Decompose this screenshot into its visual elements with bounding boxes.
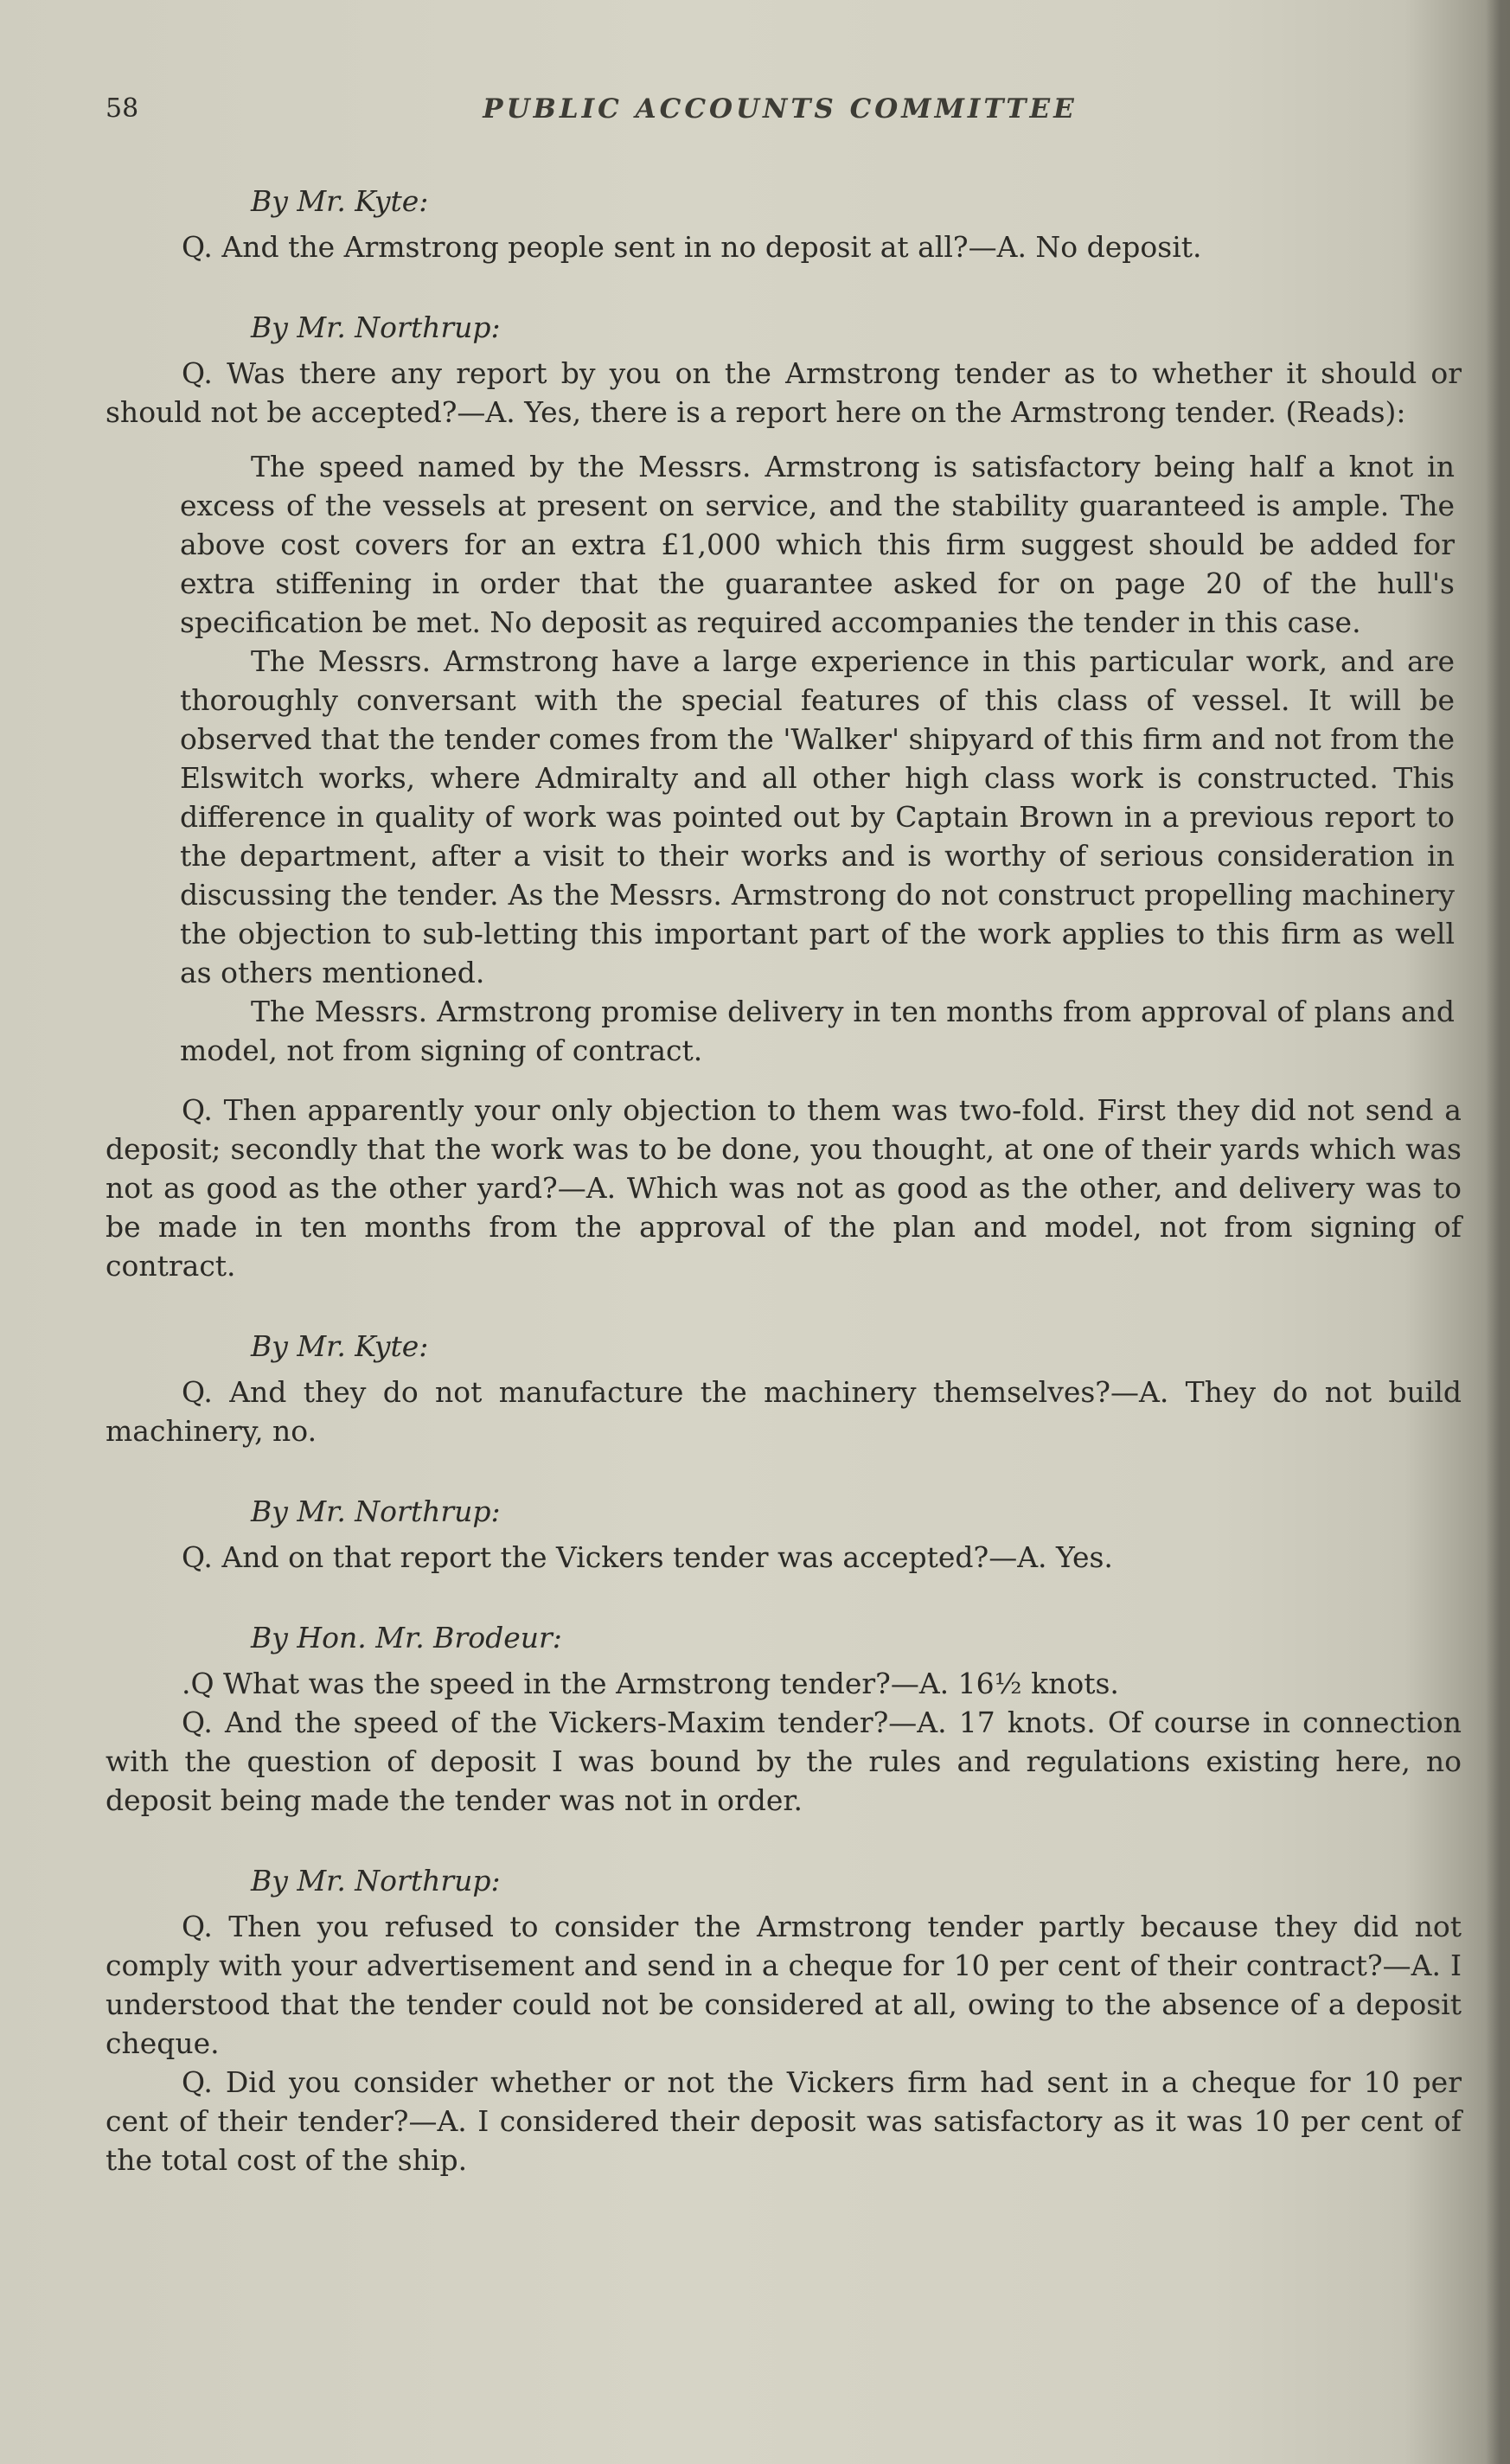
transcript-body	[106, 182, 1462, 2179]
question-answer-paragraph: .Q What was the speed in the Armstrong tender?—A. 16½ knots.	[182, 1667, 1119, 1700]
question-answer-paragraph: Q. Then apparently your only objection to them was two-fold. First they did not send a deposit; secondly that the work was to be done, you thought, at one of their yards which was not as good as the other yard?—A. Which was not as good as the other, and delivery was to be made in ten months from the approval of the plan and model, not from signing of contract.	[106, 1093, 1462, 1283]
running-title: PUBLIC ACCOUNTS COMMITTEE	[483, 93, 1078, 125]
question-answer-paragraph: Q. Did you consider whether or not the Vickers firm had sent in a cheque for 10 per cent of their tender?—A. I considered their deposit was satisfactory as it was 10 per cent of the total cost of the ship.	[106, 2065, 1462, 2177]
question-answer-paragraph: Q. Was there any report by you on the Armstrong tender as to whether it should or should not be accepted?—A. Yes, there is a report here on the Armstrong tender. (Reads):	[106, 356, 1462, 429]
book-spine-shadow	[1486, 0, 1510, 2464]
speaker-heading: By Mr. Kyte:	[251, 184, 429, 218]
question-answer-paragraph: Q. Then you refused to consider the Armstrong tender partly because they did not comply with your advertisement and send in a cheque for 10 per cent of their contract?—A. I understood that the tender could not be considered at all, owing to the absence of a deposit cheque.	[106, 1910, 1462, 2060]
quoted-paragraph: The Messrs. Armstrong have a large experience in this particular work, and are thoroughly conversant with the special features of this class of vessel. It will be observed that the tender comes from the 'Walker' shipyard of this firm and not from the Elswitch works, where Admiralty and all other high class work is constructed. This difference in quality of work was pointed out by Captain Brown in a previous report to the department, after a visit to their works and is worthy of serious consideration in discussing the tender. As the Messrs. Armstrong do not construct propelling machinery the objection to sub-letting this important part of the work applies to this firm as well as others mentioned.	[180, 644, 1455, 989]
speaker-heading: By Mr. Kyte:	[251, 1329, 429, 1363]
question-answer-paragraph: Q. And on that report the Vickers tender was accepted?—A. Yes.	[182, 1540, 1113, 1574]
speaker-heading: By Hon. Mr. Brodeur:	[251, 1621, 562, 1654]
quoted-paragraph: The Messrs. Armstrong promise delivery in ten months from approval of plans and model, not from signing of contract.	[180, 995, 1455, 1067]
running-head	[106, 93, 1455, 131]
question-answer-paragraph: Q. And the Armstrong people sent in no deposit at all?—A. No deposit.	[182, 230, 1202, 264]
question-answer-paragraph: Q. And the speed of the Vickers-Maxim tender?—A. 17 knots. Of course in connection with the question of deposit I was bound by the rules and regulations existing here, no deposit being made the tender was not in order.	[106, 1706, 1462, 1817]
speaker-heading: By Mr. Northrup:	[251, 1494, 501, 1528]
speaker-heading: By Mr. Northrup:	[251, 310, 501, 344]
speaker-heading: By Mr. Northrup:	[251, 1864, 501, 1898]
quoted-paragraph: The speed named by the Messrs. Armstrong is satisfactory being half a knot in excess of the vessels at present on service, and the stability guaranteed is ample. The above cost covers for an extra £1,000 which this firm suggest should be added for extra stiffening in order that the guarantee asked for on page 20 of the hull's specification be met. No deposit as required accompanies the tender in this case.	[180, 450, 1455, 639]
question-answer-paragraph: Q. And they do not manufacture the machinery themselves?—A. They do not build machinery, no.	[106, 1375, 1462, 1448]
page-number: 58	[106, 93, 139, 124]
quoted-report	[180, 447, 1455, 1070]
